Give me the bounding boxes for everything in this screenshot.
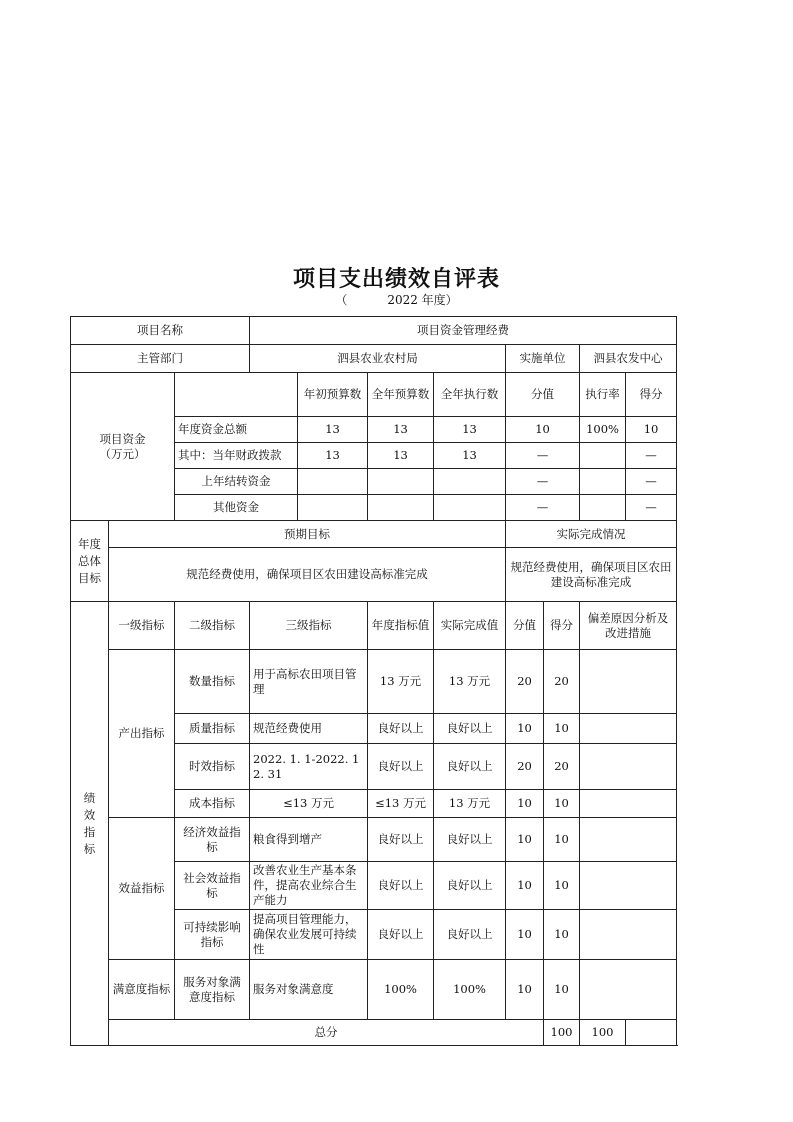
funds-score-value: 10 — [506, 417, 580, 443]
col-score: 得分 — [626, 373, 677, 417]
ind-score-value: 20 — [506, 744, 544, 790]
ind-actual: 100% — [434, 960, 506, 1020]
ind-target: 良好以上 — [368, 714, 434, 744]
group-output: 产出指标 — [109, 650, 175, 818]
funds-score-value: — — [506, 495, 580, 521]
ind-analysis — [580, 862, 677, 910]
actual-goal-header: 实际完成情况 — [506, 521, 677, 548]
ind-level2: 时效指标 — [175, 744, 250, 790]
col-ind-score: 得分 — [544, 602, 580, 650]
ind-analysis — [580, 790, 677, 818]
ind-target: 良好以上 — [368, 862, 434, 910]
funds-exec — [434, 469, 506, 495]
row-goals-header — [71, 521, 677, 548]
row-project-name — [71, 317, 677, 345]
funds-initial: 13 — [298, 443, 368, 469]
ind-analysis — [580, 650, 677, 714]
funds-score: — — [626, 443, 677, 469]
ind-score-value: 10 — [506, 960, 544, 1020]
col-analysis: 偏差原因分析及改进措施 — [580, 602, 677, 650]
ind-score-value: 10 — [506, 862, 544, 910]
funds-exec: 13 — [434, 417, 506, 443]
funds-initial: 13 — [298, 417, 368, 443]
group-benefit: 效益指标 — [109, 818, 175, 960]
ind-target: ≤13 万元 — [368, 790, 434, 818]
ind-analysis — [580, 910, 677, 960]
ind-actual: 13 万元 — [434, 790, 506, 818]
funds-full — [368, 495, 434, 521]
funds-exec — [434, 495, 506, 521]
ind-level2: 成本指标 — [175, 790, 250, 818]
ind-level2: 数量指标 — [175, 650, 250, 714]
row-funds-header — [71, 373, 677, 417]
ind-target: 良好以上 — [368, 744, 434, 790]
ind-score-value: 10 — [506, 790, 544, 818]
indicators-section-label: 绩 效 指 标 — [71, 602, 109, 1046]
indicator-row — [71, 650, 677, 714]
row-indicators-header — [71, 602, 677, 650]
ind-level3: 用于高标农田项目管理 — [250, 650, 368, 714]
col-score-value: 分值 — [506, 373, 580, 417]
ind-actual: 良好以上 — [434, 818, 506, 862]
ind-level2: 社会效益指标 — [175, 862, 250, 910]
unit-value: 泗县农发中心 — [580, 345, 677, 373]
ind-score: 10 — [544, 790, 580, 818]
ind-target: 良好以上 — [368, 910, 434, 960]
ind-level3: 2022. 1. 1-2022. 12. 31 — [250, 744, 368, 790]
funds-rate — [580, 443, 626, 469]
dept-label: 主管部门 — [71, 345, 250, 373]
ind-level2: 可持续影响指标 — [175, 910, 250, 960]
funds-score-value: — — [506, 469, 580, 495]
ind-level3: 规范经费使用 — [250, 714, 368, 744]
goals-section-label: 年度 总体 目标 — [71, 521, 109, 602]
actual-goal-value: 规范经费使用，确保项目区农田建设高标准完成 — [506, 548, 677, 602]
ind-level3: 粮食得到增产 — [250, 818, 368, 862]
ind-actual: 13 万元 — [434, 650, 506, 714]
col-level3: 三级指标 — [250, 602, 368, 650]
ind-score: 20 — [544, 744, 580, 790]
ind-analysis — [580, 818, 677, 862]
row-goals-values — [71, 548, 677, 602]
funds-score-value: — — [506, 443, 580, 469]
funds-initial — [298, 469, 368, 495]
total-score: 100 — [580, 1020, 626, 1046]
ind-analysis — [580, 744, 677, 790]
ind-actual: 良好以上 — [434, 910, 506, 960]
ind-score: 10 — [544, 910, 580, 960]
funds-rate — [580, 469, 626, 495]
ind-level2: 经济效益指标 — [175, 818, 250, 862]
col-level2: 二级指标 — [175, 602, 250, 650]
col-actual: 实际完成值 — [434, 602, 506, 650]
funds-score: 10 — [626, 417, 677, 443]
expected-goal-header: 预期目标 — [109, 521, 506, 548]
funds-exec: 13 — [434, 443, 506, 469]
funds-rate — [580, 495, 626, 521]
report-year — [0, 291, 793, 308]
self-evaluation-table — [70, 316, 677, 1046]
funds-score: — — [626, 469, 677, 495]
ind-actual: 良好以上 — [434, 744, 506, 790]
funds-row-label: 其他资金 — [175, 495, 298, 521]
ind-actual: 良好以上 — [434, 714, 506, 744]
ind-target: 100% — [368, 960, 434, 1020]
col-level1: 一级指标 — [109, 602, 175, 650]
total-analysis — [626, 1020, 677, 1046]
unit-label: 实施单位 — [506, 345, 580, 373]
group-satisfaction: 满意度指标 — [109, 960, 175, 1020]
total-score-value: 100 — [544, 1020, 580, 1046]
funds-full: 13 — [368, 417, 434, 443]
ind-score-value: 10 — [506, 818, 544, 862]
row-department — [71, 345, 677, 373]
project-name-value: 项目资金管理经费 — [250, 317, 677, 345]
total-label: 总分 — [109, 1020, 544, 1046]
funds-blank-header — [175, 373, 298, 417]
ind-score: 20 — [544, 650, 580, 714]
ind-target: 13 万元 — [368, 650, 434, 714]
col-executed: 全年执行数 — [434, 373, 506, 417]
ind-level3: ≤13 万元 — [250, 790, 368, 818]
ind-score-value: 10 — [506, 714, 544, 744]
ind-score: 10 — [544, 960, 580, 1020]
col-full-budget: 全年预算数 — [368, 373, 434, 417]
indicator-row — [71, 818, 677, 862]
ind-score: 10 — [544, 714, 580, 744]
ind-score: 10 — [544, 818, 580, 862]
ind-score-value: 20 — [506, 650, 544, 714]
ind-score: 10 — [544, 862, 580, 910]
project-name-label: 项目名称 — [71, 317, 250, 345]
funds-row-label: 年度资金总额 — [175, 417, 298, 443]
funds-row-label: 上年结转资金 — [175, 469, 298, 495]
year-open-paren: （ — [335, 293, 348, 307]
funds-section-label: 项目资金 （万元） — [71, 373, 175, 521]
ind-level3: 提高项目管理能力，确保农业发展可持续性 — [250, 910, 368, 960]
col-exec-rate: 执行率 — [580, 373, 626, 417]
year-value: 2022 年度） — [387, 293, 458, 307]
funds-score: — — [626, 495, 677, 521]
funds-full: 13 — [368, 443, 434, 469]
ind-analysis — [580, 714, 677, 744]
funds-rate: 100% — [580, 417, 626, 443]
funds-initial — [298, 495, 368, 521]
ind-analysis — [580, 960, 677, 1020]
ind-target: 良好以上 — [368, 818, 434, 862]
page-title: 项目支出绩效自评表 — [292, 266, 500, 292]
ind-level3: 服务对象满意度 — [250, 960, 368, 1020]
expected-goal-value: 规范经费使用，确保项目区农田建设高标准完成 — [109, 548, 506, 602]
col-initial-budget: 年初预算数 — [298, 373, 368, 417]
ind-level3: 改善农业生产基本条件，提高农业综合生产能力 — [250, 862, 368, 910]
col-target: 年度指标值 — [368, 602, 434, 650]
dept-value: 泗县农业农村局 — [250, 345, 506, 373]
indicator-row — [71, 960, 677, 1020]
ind-actual: 良好以上 — [434, 862, 506, 910]
ind-score-value: 10 — [506, 910, 544, 960]
ind-level2: 服务对象满意度指标 — [175, 960, 250, 1020]
funds-row-label: 其中：当年财政拨款 — [175, 443, 298, 469]
funds-full — [368, 469, 434, 495]
ind-level2: 质量指标 — [175, 714, 250, 744]
col-ind-score-value: 分值 — [506, 602, 544, 650]
row-total — [71, 1020, 677, 1046]
